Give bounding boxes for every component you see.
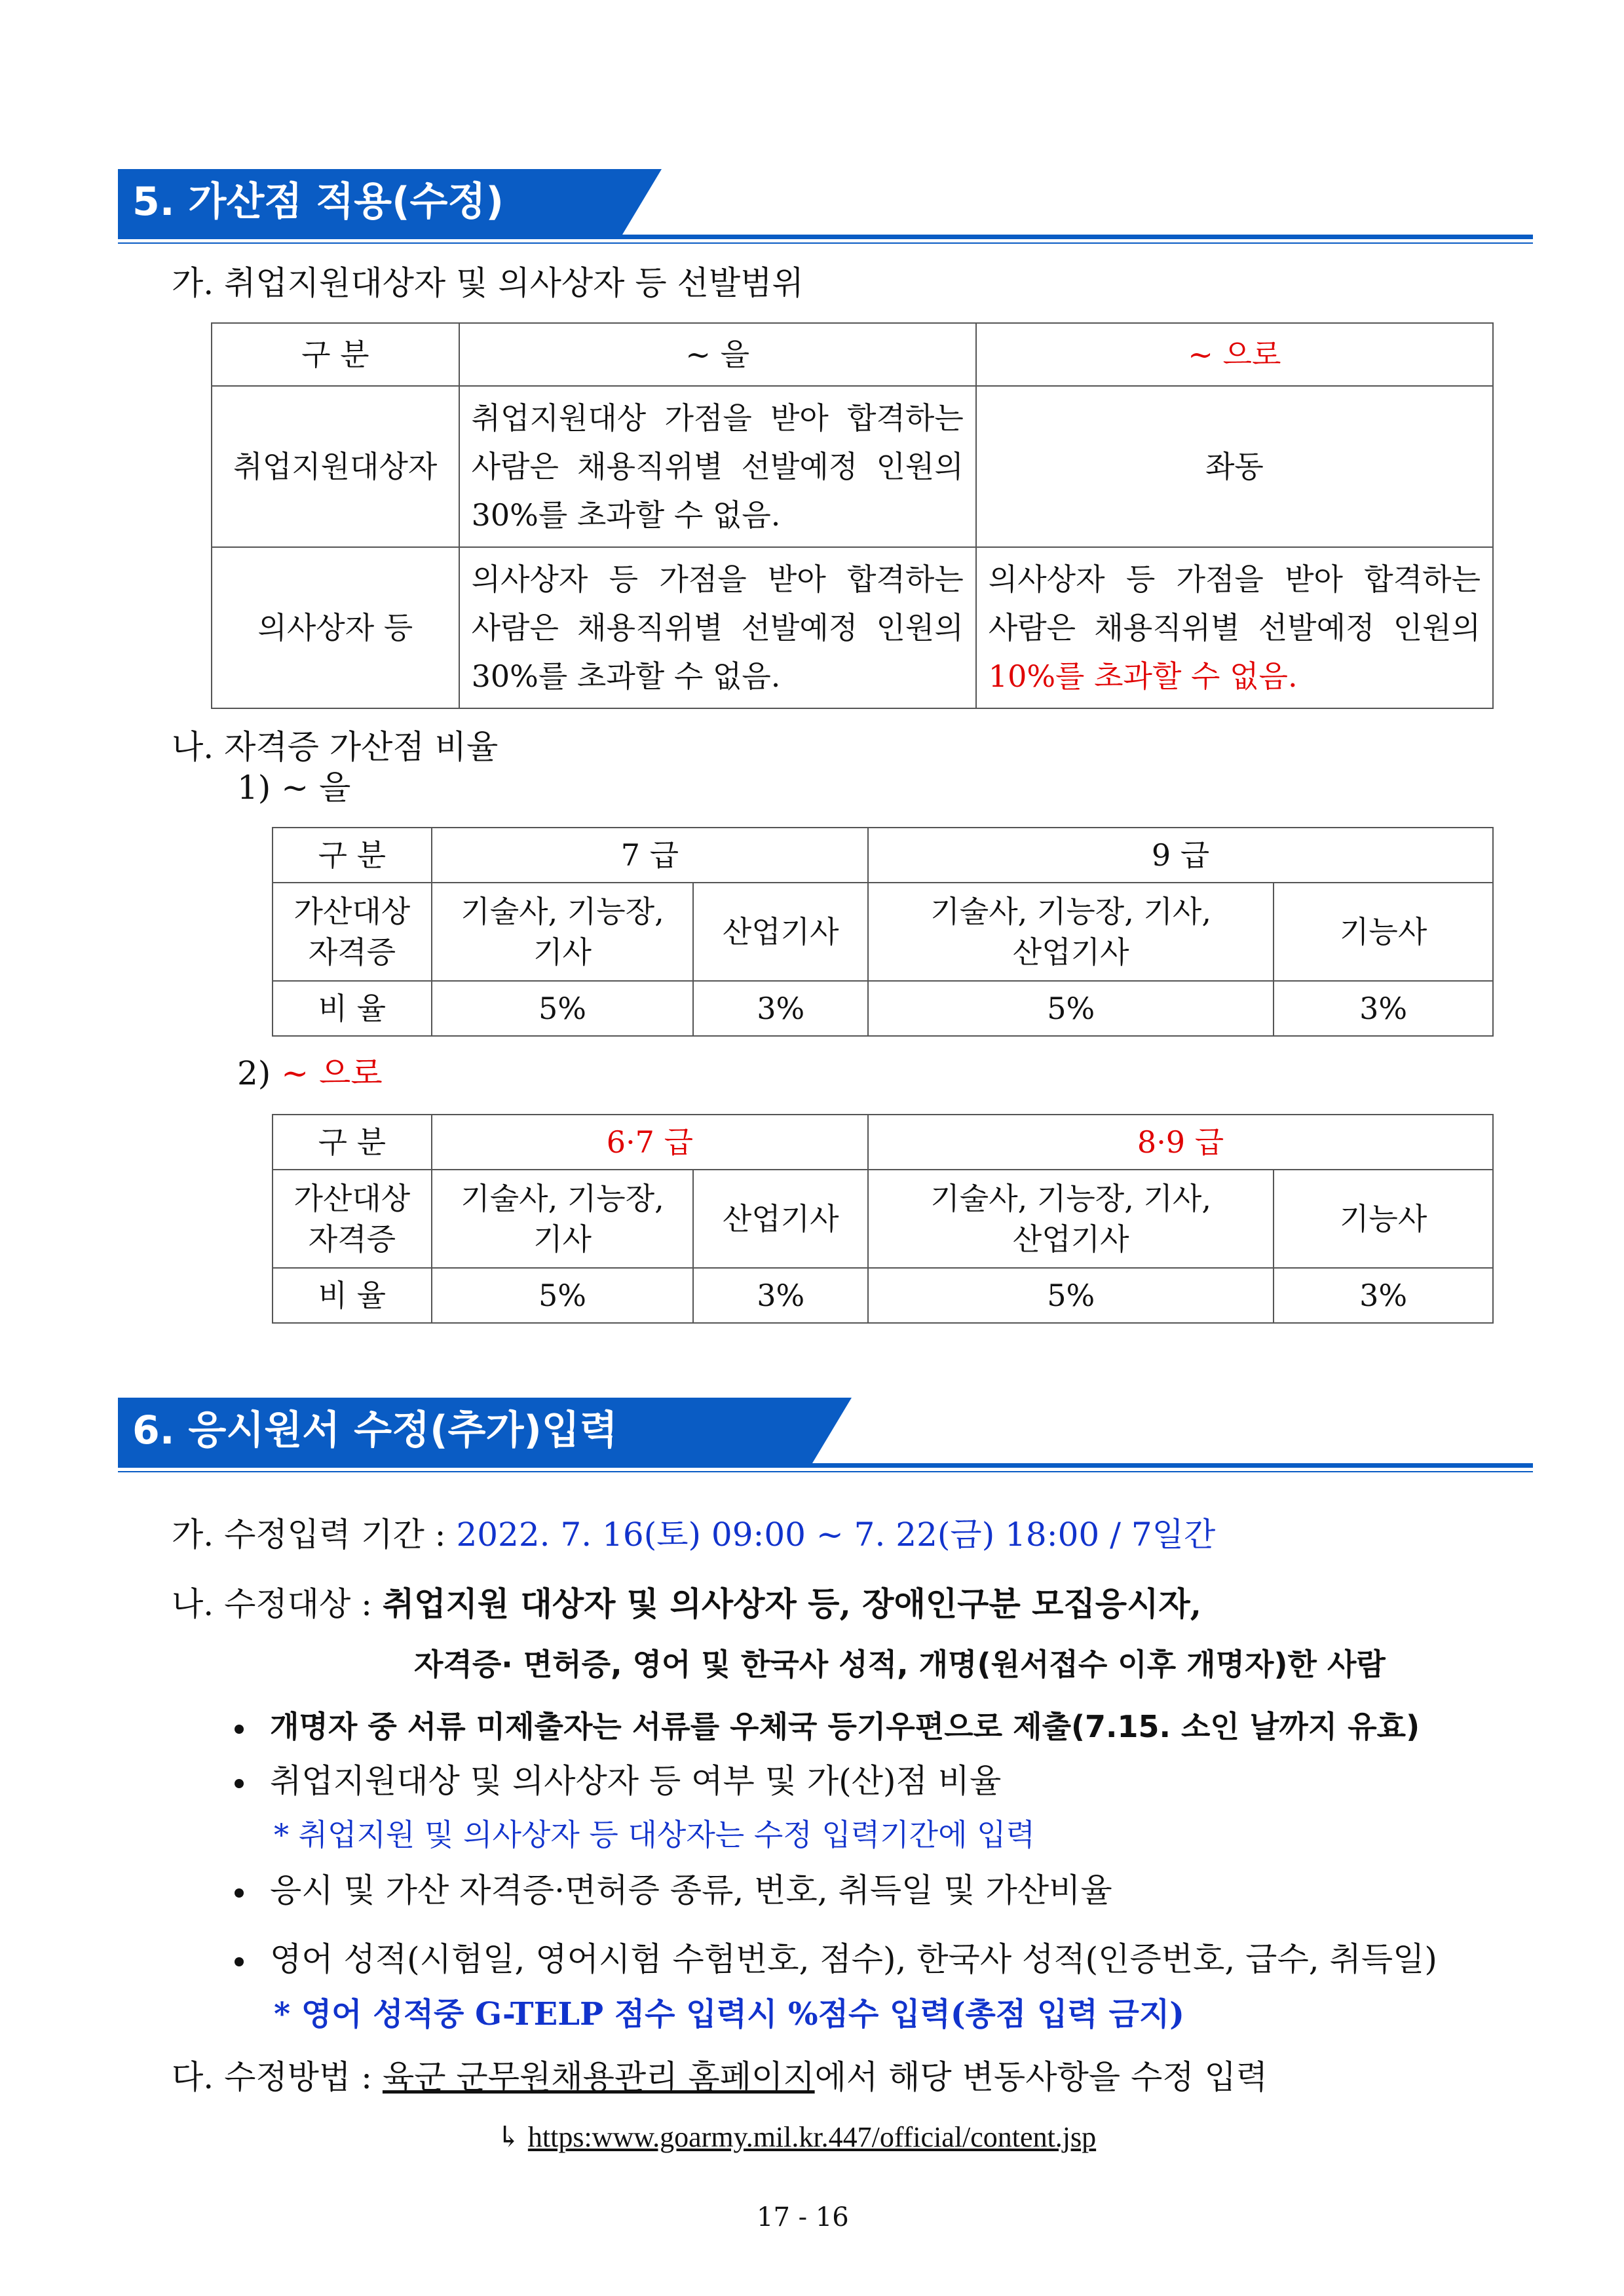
header-before: ~ 을 [459, 323, 976, 386]
section-5-title: 5. 가산점 적용(수정) [132, 179, 504, 225]
bullet-icon [235, 1779, 244, 1788]
cell-cert: 산업기사 [693, 1170, 868, 1268]
header-grade-7: 7 급 [432, 828, 868, 883]
bullet-icon [235, 1725, 244, 1734]
row-label: 의사상자 등 [212, 547, 459, 708]
row-before-text: 취업지원대상 가점을 받아 합격하는 사람은 채용직위별 선발예정 인원의 30%를 초과할 수 없음. [459, 386, 976, 547]
certificate-rate-table-before [272, 827, 1494, 1037]
table-row [212, 386, 1493, 547]
list-item: 개명자 중 서류 미제출자는 서류를 우체국 등기우편으로 제출(7.15. 소인 날까지 유효) [235, 1707, 1420, 1746]
cell-cert: 기능사 [1274, 883, 1493, 981]
url-line [497, 2118, 1096, 2157]
table-row [273, 1170, 1493, 1268]
section-header-rule-thin [118, 242, 1533, 244]
cell-rate: 5% [868, 981, 1274, 1036]
row-label-cert: 가산대상 자격증 [273, 1170, 432, 1268]
header-category: 구 분 [273, 1115, 432, 1170]
header-grade-6-7: 6·7 급 [432, 1115, 868, 1170]
section-6-header [118, 1398, 1533, 1476]
edit-target-line2: 자격증· 면허증, 영어 및 한국사 성적, 개명(원서접수 이후 개명자)한 사람 [414, 1647, 1386, 1682]
edit-method: 다. 수정방법 : 육군 군무원채용관리 홈페이지에서 해당 변동사항을 수정 입력 [172, 2058, 1268, 2096]
page-number: 17 - 16 [757, 2202, 849, 2232]
section-header-bar-tail [622, 169, 662, 235]
header-grade-9: 9 급 [868, 828, 1493, 883]
bullet-icon [235, 1957, 244, 1966]
row-after-text: 의사상자 등 가점을 받아 합격하는 사람은 채용직위별 선발예정 인원의 10%를 초과할 수 없음. [976, 547, 1493, 708]
table-row [273, 981, 1493, 1036]
note-input-period: * 취업지원 및 의사상자 등 대상자는 수정 입력기간에 입력 [274, 1817, 1036, 1852]
edit-target-line1: 취업지원 대상자 및 의사상자 등, 장애인구분 모집응시자, [382, 1584, 1202, 1623]
url-link[interactable]: https:www.goarmy.mil.kr.447/official/content.jsp [527, 2121, 1097, 2153]
table-row [273, 1268, 1493, 1323]
header-after: ~ 으로 [976, 323, 1493, 386]
table-row [212, 547, 1493, 708]
bullet-icon [235, 1888, 244, 1898]
section-header-rule [118, 235, 1533, 239]
header-grade-8-9: 8·9 급 [868, 1115, 1493, 1170]
homepage-link[interactable]: 육군 군무원채용관리 홈페이지 [382, 2058, 815, 2096]
selection-range-table [211, 322, 1494, 709]
subsection-a-heading: 가. 취업지원대상자 및 의사상자 등 선발범위 [172, 264, 804, 302]
cell-rate: 5% [432, 1268, 694, 1323]
list-item: 영어 성적(시험일, 영어시험 수험번호, 점수), 한국사 성적(인증번호, 급수, 취득일) [235, 1940, 1437, 1979]
subsection-b2-label: 2) ~ 으로 [237, 1054, 383, 1092]
certificate-rate-table-after [272, 1114, 1494, 1324]
section-6-title: 6. 응시원서 수정(추가)입력 [132, 1407, 618, 1453]
cell-cert: 기술사, 기능장, 기사, 산업기사 [868, 1170, 1274, 1268]
header-category: 구 분 [212, 323, 459, 386]
row-after-text: 좌동 [976, 386, 1493, 547]
cell-cert: 산업기사 [693, 883, 868, 981]
cell-rate: 3% [1274, 1268, 1493, 1323]
header-category: 구 분 [273, 828, 432, 883]
section-header-bar-tail [812, 1398, 852, 1463]
list-item: 취업지원대상 및 의사상자 등 여부 및 가(산)점 비율 [235, 1761, 1001, 1801]
table-header-row [273, 1115, 1493, 1170]
list-item: 응시 및 가산 자격증·면허증 종류, 번호, 취득일 및 가산비율 [235, 1871, 1112, 1910]
edit-period: 가. 수정입력 기간 : 2022. 7. 16(토) 09:00 ~ 7. 22(금) 18:00 / 7일간 [172, 1516, 1216, 1554]
cell-rate: 5% [868, 1268, 1274, 1323]
cell-rate: 5% [432, 981, 694, 1036]
table-row [273, 883, 1493, 981]
subsection-b1-label: 1) ~ 을 [237, 769, 351, 807]
table-header-row [273, 828, 1493, 883]
edit-target: 나. 수정대상 : 취업지원 대상자 및 의사상자 등, 장애인구분 모집응시자, [172, 1584, 1202, 1623]
cell-rate: 3% [693, 1268, 868, 1323]
section-header-rule-thin [118, 1471, 1533, 1472]
section-header-rule [118, 1463, 1533, 1468]
cell-cert: 기술사, 기능장, 기사, 산업기사 [868, 883, 1274, 981]
subsection-b-heading: 나. 자격증 가산점 비율 [172, 728, 499, 766]
cell-rate: 3% [693, 981, 868, 1036]
row-label-cert: 가산대상 자격증 [273, 883, 432, 981]
section-5-header [118, 169, 1533, 248]
cell-cert: 기술사, 기능장, 기사 [432, 883, 694, 981]
edit-period-value: 2022. 7. 16(토) 09:00 ~ 7. 22(금) 18:00 / 7일간 [456, 1516, 1216, 1554]
cell-cert: 기술사, 기능장, 기사 [432, 1170, 694, 1268]
row-label: 취업지원대상자 [212, 386, 459, 547]
note-gtelp: * 영어 성적중 G-TELP 점수 입력시 %점수 입력(총점 입력 금지) [274, 1996, 1184, 2033]
row-label-rate: 비 율 [273, 1268, 432, 1323]
table-header-row [212, 323, 1493, 386]
cell-cert: 기능사 [1274, 1170, 1493, 1268]
cell-rate: 3% [1274, 981, 1493, 1036]
row-before-text: 의사상자 등 가점을 받아 합격하는 사람은 채용직위별 선발예정 인원의 30%를 초과할 수 없음. [459, 547, 976, 708]
arrow-icon: ↳ [497, 2121, 521, 2153]
row-label-rate: 비 율 [273, 981, 432, 1036]
